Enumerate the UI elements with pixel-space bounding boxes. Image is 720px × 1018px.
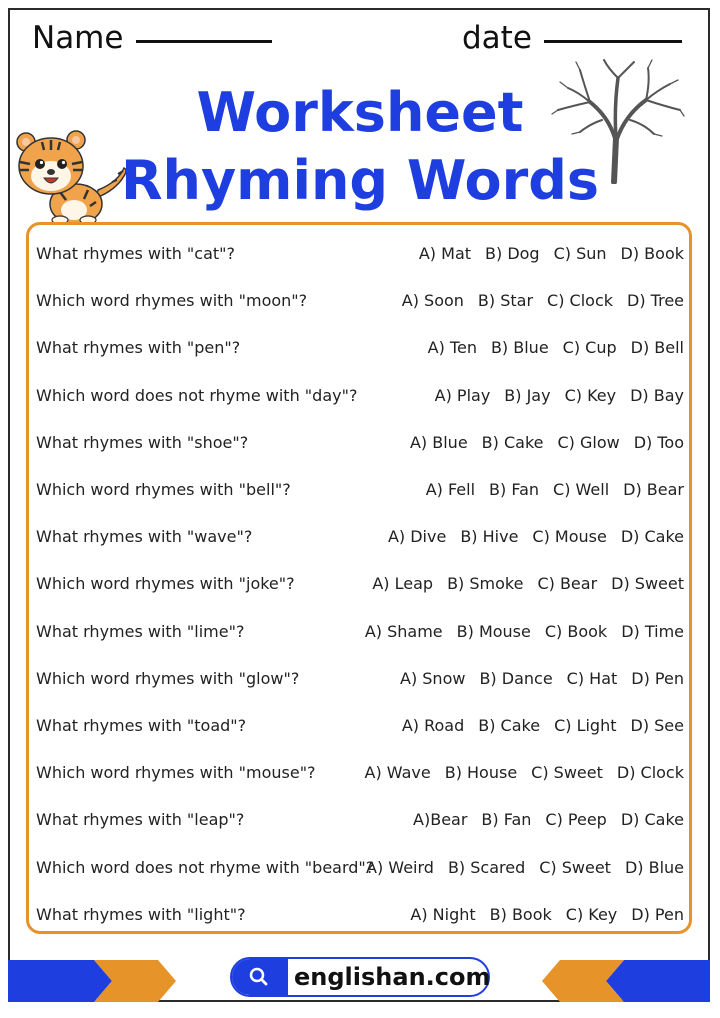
option-d[interactable]: D) Too [633, 432, 684, 452]
option-c[interactable]: C) Bear [537, 574, 598, 594]
option-b[interactable]: B) Blue [490, 338, 549, 358]
option-d[interactable]: D) Cake [620, 527, 684, 547]
option-d[interactable]: D) Tree [627, 291, 684, 311]
option-b[interactable]: B) Mouse [456, 621, 531, 641]
option-c[interactable]: C) Glow [557, 432, 620, 452]
option-b[interactable]: B) Dog [485, 244, 540, 263]
option-c[interactable]: C) Key [565, 904, 618, 924]
search-icon-badge [232, 959, 288, 995]
option-d[interactable]: D) Bell [630, 338, 684, 358]
option-d[interactable]: D) Time [621, 621, 684, 641]
website-url: englishan.com [294, 963, 491, 991]
option-a[interactable]: A) Wave [364, 763, 431, 783]
option-b[interactable]: B) Jay [504, 385, 551, 405]
option-b[interactable]: B) Dance [479, 668, 553, 688]
option-b[interactable]: B) Scared [447, 857, 526, 877]
name-blank-line [136, 40, 272, 43]
answer-options [410, 901, 684, 929]
question-text: Which word rhymes with "moon"? [36, 291, 308, 311]
question-text: Which word rhymes with "joke"? [36, 574, 295, 594]
answer-options [388, 523, 684, 551]
question-text: Which word rhymes with "bell"? [36, 480, 291, 499]
name-label: Name [32, 20, 124, 56]
answer-options [402, 287, 684, 315]
answer-options [428, 334, 684, 362]
date-blank-line [544, 40, 682, 43]
question-row [0, 334, 720, 362]
option-c[interactable]: C) Well [553, 480, 610, 499]
option-b[interactable]: B) Fan [489, 480, 540, 499]
question-text: What rhymes with "wave"? [36, 527, 253, 547]
question-row [0, 665, 720, 693]
question-text: Which word does not rhyme with "beard"? [36, 857, 375, 877]
option-a[interactable]: A) Snow [400, 668, 466, 688]
question-row [0, 476, 720, 504]
question-row [0, 901, 720, 929]
question-row [0, 523, 720, 551]
question-row [0, 854, 720, 882]
option-b[interactable]: B) Smoke [447, 574, 524, 594]
option-a[interactable]: A) Mat [418, 244, 472, 263]
option-d[interactable]: D) Cake [620, 810, 684, 830]
option-d[interactable]: D) Pen [631, 668, 684, 688]
question-text: What rhymes with "pen"? [36, 338, 241, 358]
option-a[interactable]: A) Night [410, 904, 476, 924]
search-icon [232, 959, 288, 995]
option-d[interactable]: D) Book [620, 244, 684, 263]
question-row [0, 806, 720, 834]
question-row [0, 287, 720, 315]
option-b[interactable]: B) House [444, 763, 518, 783]
option-a[interactable]: A) Road [401, 716, 465, 735]
question-row [0, 429, 720, 457]
option-c[interactable]: C) Book [544, 621, 608, 641]
date-label: date [462, 20, 532, 56]
question-text: What rhymes with "cat"? [36, 244, 235, 263]
option-b[interactable]: B) Cake [481, 432, 544, 452]
answer-options [365, 618, 684, 646]
option-c[interactable]: C) Sweet [539, 857, 611, 877]
option-a[interactable]: A) Blue [409, 432, 468, 452]
question-text: Which word rhymes with "glow"? [36, 668, 300, 688]
question-text: Which word rhymes with "mouse"? [36, 763, 316, 783]
option-a[interactable]: A) Dive [387, 527, 447, 547]
option-c[interactable]: C) Clock [547, 291, 614, 311]
answer-options [435, 382, 684, 410]
option-a[interactable]: A) Soon [401, 291, 464, 311]
option-a[interactable]: A) Fell [425, 480, 476, 499]
option-b[interactable]: B) Star [477, 291, 534, 311]
option-c[interactable]: C) Sweet [531, 763, 603, 783]
question-text: What rhymes with "lime"? [36, 621, 245, 641]
answer-options [372, 570, 684, 598]
question-row [0, 240, 720, 268]
answer-options [366, 854, 684, 882]
option-d[interactable]: D) Blue [624, 857, 684, 877]
option-c[interactable]: C) Hat [566, 668, 618, 688]
option-a[interactable]: A) Leap [372, 574, 434, 594]
option-a[interactable]: A) Weird [366, 857, 434, 877]
option-d[interactable]: D) Bear [623, 480, 684, 499]
answer-options [400, 665, 684, 693]
option-c[interactable]: C) Key [564, 385, 617, 405]
option-b[interactable]: B) Hive [460, 527, 519, 547]
option-d[interactable]: D) See [630, 716, 684, 735]
option-c[interactable]: C) Mouse [532, 527, 607, 547]
option-d[interactable]: D) Sweet [611, 574, 684, 594]
option-b[interactable]: B) Book [489, 904, 552, 924]
title-line-1: Worksheet [196, 81, 524, 144]
question-row [0, 618, 720, 646]
option-d[interactable]: D) Pen [631, 904, 684, 924]
answer-options [419, 240, 684, 268]
option-c[interactable]: C) Peep [545, 810, 607, 830]
option-a[interactable]: A)Bear [413, 810, 468, 830]
option-a[interactable]: A) Play [434, 385, 491, 405]
option-b[interactable]: B) Cake [478, 716, 541, 735]
question-text: What rhymes with "shoe"? [36, 432, 249, 452]
title-line-2: Rhyming Words [120, 149, 600, 212]
question-text: Which word does not rhyme with "day"? [36, 385, 358, 405]
answer-options [410, 429, 684, 457]
question-row [0, 382, 720, 410]
option-c[interactable]: C) Sun [553, 244, 607, 263]
option-b[interactable]: B) Fan [481, 810, 532, 830]
answer-options [365, 759, 684, 787]
question-row [0, 759, 720, 787]
answer-options [402, 712, 684, 740]
option-c[interactable]: C) Light [554, 716, 617, 735]
option-d[interactable]: D) Clock [616, 763, 684, 783]
question-row [0, 570, 720, 598]
answer-options [426, 476, 684, 504]
question-text: What rhymes with "light"? [36, 904, 246, 924]
question-text: What rhymes with "leap"? [36, 810, 245, 830]
question-text: What rhymes with "toad"? [36, 716, 247, 735]
option-d[interactable]: D) Bay [630, 385, 684, 405]
answer-options [413, 806, 684, 834]
website-link[interactable] [230, 957, 490, 997]
option-c[interactable]: C) Cup [562, 338, 617, 358]
option-a[interactable]: A) Ten [427, 338, 477, 358]
option-a[interactable]: A) Shame [364, 621, 443, 641]
question-row [0, 712, 720, 740]
